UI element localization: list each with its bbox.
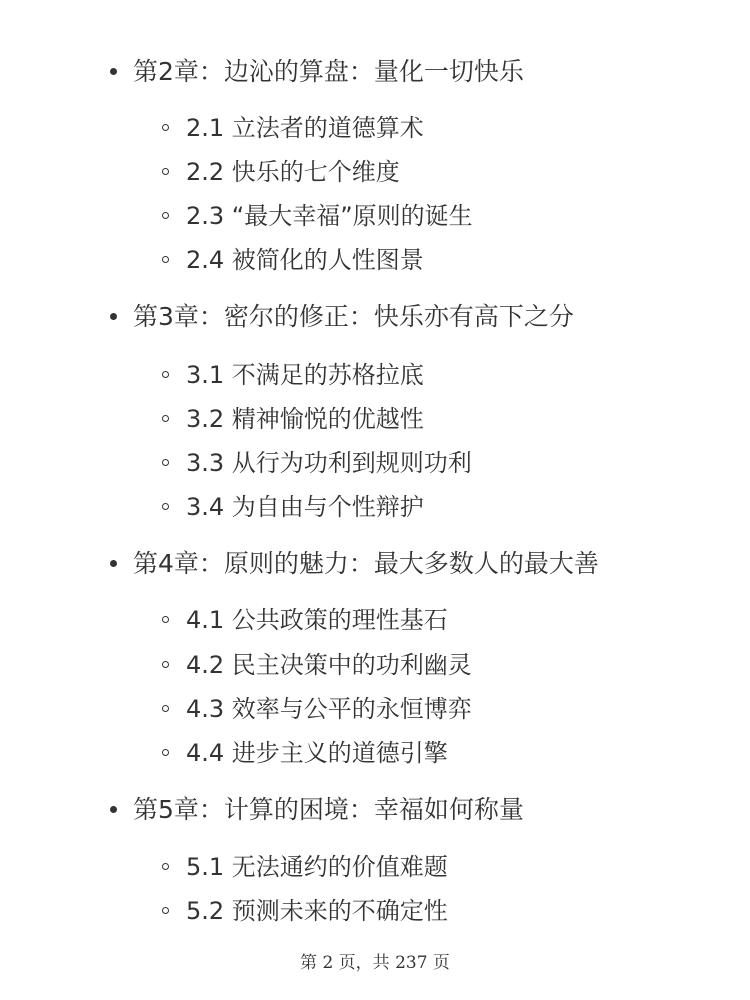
section-title: 3.4 为自由与个性辩护: [186, 493, 424, 521]
circle-bullet-icon: [162, 459, 169, 466]
chapter-title: 第4章：原则的魅力：最大多数人的最大善: [133, 549, 599, 578]
toc-section-5-2[interactable]: [162, 894, 448, 928]
toc-section-3-4[interactable]: [162, 490, 424, 524]
toc-section-4-2[interactable]: [162, 648, 472, 682]
circle-bullet-icon: [162, 168, 169, 175]
toc-chapter-2[interactable]: [110, 55, 524, 89]
disc-bullet-icon: [110, 560, 117, 567]
circle-bullet-icon: [162, 415, 169, 422]
circle-bullet-icon: [162, 907, 169, 914]
circle-bullet-icon: [162, 661, 169, 668]
section-title: 2.4 被简化的人性图景: [186, 246, 424, 274]
circle-bullet-icon: [162, 705, 169, 712]
page-indicator: 第 2 页，共 237 页: [300, 953, 450, 973]
section-title: 3.2 精神愉悦的优越性: [186, 405, 424, 433]
section-title: 4.2 民主决策中的功利幽灵: [186, 651, 472, 679]
circle-bullet-icon: [162, 256, 169, 263]
chapter-title: 第5章：计算的困境：幸福如何称量: [133, 795, 524, 824]
chapter-title: 第2章：边沁的算盘：量化一切快乐: [133, 57, 524, 86]
section-title: 2.1 立法者的道德算术: [186, 114, 424, 142]
circle-bullet-icon: [162, 749, 169, 756]
toc-chapter-4[interactable]: [110, 547, 599, 581]
toc-chapter-5[interactable]: [110, 793, 524, 827]
toc-section-4-3[interactable]: [162, 692, 472, 726]
circle-bullet-icon: [162, 371, 169, 378]
toc-section-2-3[interactable]: [162, 199, 473, 233]
section-title: 4.4 进步主义的道德引擎: [186, 739, 448, 767]
toc-section-4-4[interactable]: [162, 736, 448, 770]
toc-section-3-2[interactable]: [162, 402, 424, 436]
section-title: 5.2 预测未来的不确定性: [186, 897, 448, 925]
section-title: 4.1 公共政策的理性基石: [186, 606, 448, 634]
chapter-title: 第3章：密尔的修正：快乐亦有高下之分: [133, 302, 574, 331]
toc-section-5-1[interactable]: [162, 850, 448, 884]
toc-section-2-4[interactable]: [162, 243, 424, 277]
disc-bullet-icon: [110, 806, 117, 813]
toc-section-2-1[interactable]: [162, 111, 424, 145]
section-title: 4.3 效率与公平的永恒博弈: [186, 695, 472, 723]
disc-bullet-icon: [110, 68, 117, 75]
section-title: 3.3 从行为功利到规则功利: [186, 449, 472, 477]
disc-bullet-icon: [110, 313, 117, 320]
toc-section-3-1[interactable]: [162, 358, 424, 392]
section-title: 2.2 快乐的七个维度: [186, 158, 400, 186]
circle-bullet-icon: [162, 616, 169, 623]
circle-bullet-icon: [162, 503, 169, 510]
circle-bullet-icon: [162, 124, 169, 131]
section-title: 2.3 “最大幸福”原则的诞生: [186, 202, 473, 230]
toc-section-3-3[interactable]: [162, 446, 472, 480]
circle-bullet-icon: [162, 863, 169, 870]
section-title: 3.1 不满足的苏格拉底: [186, 361, 424, 389]
circle-bullet-icon: [162, 212, 169, 219]
toc-chapter-3[interactable]: [110, 300, 574, 334]
toc-section-4-1[interactable]: [162, 603, 448, 637]
toc-section-2-2[interactable]: [162, 155, 400, 189]
section-title: 5.1 无法通约的价值难题: [186, 853, 448, 881]
